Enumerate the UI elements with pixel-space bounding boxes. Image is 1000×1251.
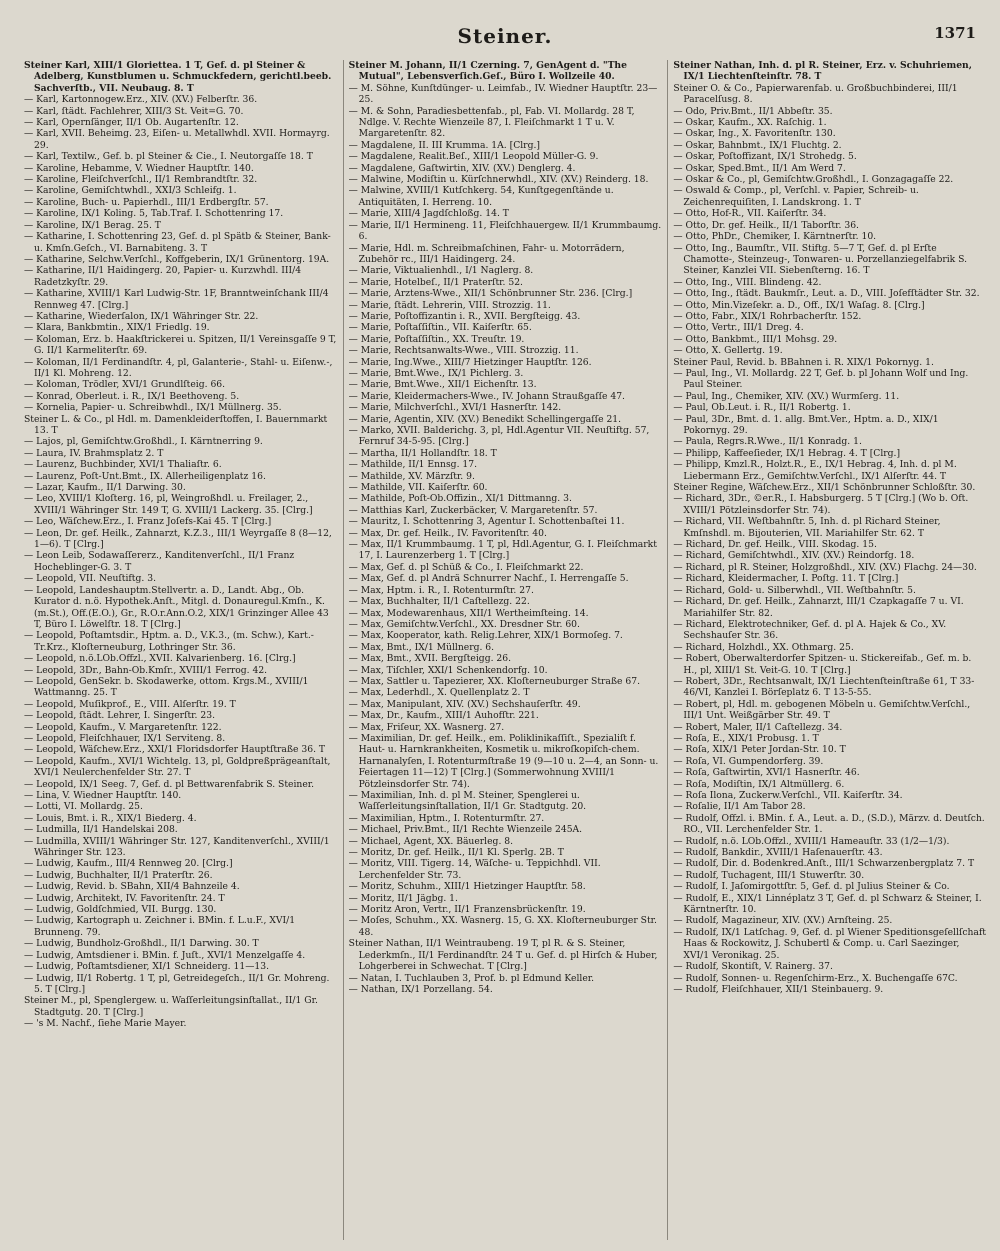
directory-entry: — Paula, Regrs.R.Wwe., II/1 Konradg. 1. [673,436,862,448]
directory-entry: — Marie, II/1 Hermineng. 11, Fleiſchhauergew. II/1 Krummbaumg. 6. [348,219,662,243]
page-number: 1371 [934,24,976,42]
directory-entry: Steiner Nathan, II/1 Weintraubeng. 19 T, pl R. & S. Steiner, Lederkmſn., II/1 Ferdinandſtr. 24 T u. Gef. d. pl Hirſch & Huber, Lohgerberei in Schwechat. T [Clrg.] [348,938,658,973]
directory-entry: — Marie, Poſtoffizantin i. R., XVII. Bergſteigg. 43. [348,310,581,322]
directory-entry: — Roſa, XIX/1 Peter Jordan-Str. 10. T [673,744,846,756]
directory-entry: — Michael, Agent, XX. Bäuerleg. 8. [348,835,514,847]
directory-entry: — Robert, pl, Hdl. m. gebogenen Möbeln u. Gemiſchtw.Verſchl., III/1 Unt. Weißgärber Str. 49. T [673,698,971,722]
directory-entry: — Leon, Dr. gef. Heilk., Zahnarzt, K.Z.3., III/1 Weyrgaſſe 8 (8—12, 1—6). T [Clrg.] [24,527,332,551]
directory-entry: — Max, Manipulant, XIV. (XV.) Sechshauſerſtr. 49. [348,698,581,710]
directory-entry: — Leopold, VII. Neuſtiftg. 3. [24,573,156,585]
directory-entry: — Roſa, E., XIX/1 Probusg. 1. T [673,732,819,744]
directory-entry: — Oskar, Sped.Bmt., II/1 Am Werd 7. [673,162,846,174]
directory-entry: — Marie, Arztens-Wwe., XII/1 Schönbrunner Str. 236. [Clrg.] [348,288,633,300]
directory-entry: — Marie, XIII/4 Jagdſchloßg. 14. T [348,208,509,220]
directory-entry: — Leo, XVIII/1 Kloſterg. 16, pl, Weingroßhdl. u. Freilager, 2., XVIII/1 Währinger Str. 149 T, G. XVIII/1 Lackerg. 35. [Clrg.] [24,493,313,516]
directory-entry: — Lina, V. Wiedner Hauptſtr. 140. [24,790,182,801]
directory-entry: — Leopold, Kaufm., XVI/1 Wichtelg. 13, pl, Goldpreßprägeanſtalt, XVI/1 Neulerchenfelder Str. 27. T [24,755,331,779]
directory-entry: — Moritz, II/1 Jägbg. 1. [348,892,458,904]
directory-entry: — Lazar, Kaufm., II/1 Darwing. 30. [24,482,186,494]
directory-entry: — Otto, PhDr., Chemiker, I. Kärntnerſtr. 10. [673,231,877,243]
directory-entry: — Karoline, IX/1 Berag. 25. T [24,219,161,231]
directory-entry: — Philipp, Kaffeeſieder, IX/1 Hebrag. 4. T [Clrg.] [673,447,901,459]
directory-entry: — Oskar, Poſtoffizant, IX/1 Strohedg. 5. [673,151,857,163]
directory-entry: — Karoline, Buch- u. Papierhdl., III/1 Erdbergſtr. 57. [24,196,269,208]
directory-entry: Steiner Regine, Wäſchew.Erz., XII/1 Schönbrunner Schloßſtr. 30. [673,482,976,494]
directory-entry: — Max, Buchhalter, II/1 Caſtellezg. 22. [348,596,530,608]
directory-entry: — Katharine, Wiederſalon, IX/1 Währinger Str. 22. [24,310,259,322]
directory-entry: — Koloman, II/1 Ferdinandſtr. 4, pl, Galanterie-, Stahl- u. Eiſenw.-, II/1 Kl. Mohreng. 12. [24,356,333,379]
directory-entry: — Rudolf, Offzl. i. BMin. f. A., Leut. a. D., (S.D.), Märzv. d. Deutſch. RO., VII. Lerchenfelder Str. 1. [673,812,985,836]
directory-entry: — Max, Gef. d. pl Schüß & Co., I. Fleiſchmarkt 22. [348,561,584,573]
directory-entry: — Leon Leib, Sodawaſſererz., Kanditenverſchl., II/1 Franz Hocheblinger-G. 3. T [24,550,295,573]
directory-entry: — Mathilde, Poſt-Ob.Offizin., XI/1 Dittmanng. 3. [348,493,572,505]
directory-entry: — Marie, ſtädt. Lehrerin, VIII. Strozzig. 11. [348,299,551,311]
directory-entry: — Paul, Ing., Chemiker, XIV. (XV.) Wurmſerg. 11. [673,390,900,402]
directory-entry: — Ludwig, Bundholz-Großhdl., II/1 Darwing. 30. T [24,938,259,950]
directory-entry: — Otto, Dr. gef. Heilk., II/1 Taborſtr. 36. [673,219,859,231]
directory-entry: — Leopold, Poſtamtsdir., Hptm. a. D., V.K.3., (m. Schw.), Kart.-Tr.Krz., Kloſterneuburg, Lothringer Str. 36. [24,630,314,653]
directory-entry: — Karl, Opernſänger, II/1 Ob. Augartenſtr. 12. [24,117,239,129]
directory-entry: — Rudolf, n.ö. LOb.Offzl., XVIII/1 Hameauſtr. 33 (1/2—1/3). [673,835,950,847]
directory-entry: Steiner M., pl, Spenglergew. u. Waſſerleitungsinſtallat., II/1 Gr. Stadtgutg. 20. T [Clrg.] [24,995,318,1018]
directory-entry: — Marie, Poſtaſſiſtin., XX. Treuſtr. 19. [348,333,525,345]
directory-entry: — Marie, Viktualienhdl., I/1 Naglerg. 8. [348,265,534,277]
directory-entry: Steiner Paul, Revid. b. BBahnen i. R. XIX/1 Pokornyg. 1. [673,356,934,368]
directory-entry: — Paul, 3Dr., Bmt. d. 1. allg. Bmt.Ver., Hptm. a. D., XIX/1 Pokornyg. 29. [673,413,939,436]
directory-entry: — Max, Friſeur, XX. Wasnerg. 27. [348,721,505,733]
directory-entry: — Rudolf, I. Jaſomirgottſtr. 5, Gef. d. pl Julius Steiner & Co. [673,881,950,893]
directory-entry: — Katharine, II/1 Haidingerg. 20, Papier- u. Kurzwhdl. III/4 Radetzkyſtr. 29. [24,265,302,288]
directory-entry: — Moritz, VIII. Tigerg. 14, Wäſche- u. Teppichhdl. VII. Lerchenfelder Str. 73. [348,858,601,881]
directory-entry: — Richard, Dr. gef. Heilk., VIII. Skodag. 15. [673,539,877,551]
directory-entry: — 's M. Nachf., ſiehe Marie Mayer. [24,1018,187,1030]
directory-entry: — Louis, Bmt. i. R., XIX/1 Biederg. 4. [24,812,197,824]
directory-entry: — Paul, Ing., VI. Mollardg. 22 T, Gef. b. pl Johann Wolf und Ing. Paul Steiner. [673,367,969,391]
directory-entry: Steiner Karl, XIII/1 Gloriettea. 1 T, Gef. d. pl Steiner & Adelberg, Kunstblumen u. Schmuckfedern, gerichtl.beeb. Sachverſtb., VII. Neubaug. 8. T [24,60,332,94]
directory-entry: — Max, Bmt., XVII. Bergſteigg. 26. [348,653,512,665]
directory-entry: — Mathilde, VII. Kaiſerſtr. 60. [348,482,488,494]
directory-entry: — Koloman, Trödler, XVI/1 Grundlſteig. 66. [24,379,226,391]
directory-entry: — Karl, Textilw., Gef. b. pl Steiner & Cie., I. Neutorgaſſe 18. T [24,151,313,163]
directory-entry: Steiner O. & Co., Papierwarenfab. u. Großbuchbinderei, III/1 Paracelſusg. 8. [673,82,958,106]
directory-entry: — Roſalie, II/1 Am Tabor 28. [673,801,806,813]
directory-entry: — Katharine, I. Schottenring 23, Gef. d. pl Spätb & Steiner, Bank- u. Kmſn.Geſch., VI. Barnabiteng. 3. T [24,231,331,254]
directory-entry: — Ludwig, Amtsdiener i. BMin. f. Juſt., XVI/1 Menzelgaſſe 4. [24,949,306,961]
directory-entry: — Leopold, Muſikprof., E., VIII. Alſerſtr. 19. T [24,698,236,710]
directory-entry: — Mauritz, I. Schottenring 3, Agentur I. Schottenbaſtei 11. [348,516,625,528]
directory-entry: — Moritz, Schuhm., XIII/1 Hietzinger Hauptſtr. 58. [348,881,586,893]
directory-entry: — Koloman, Erz. b. Haakſtrickerei u. Spitzen, II/1 Vereinsgaſſe 9 T, G. II/1 Karmeliterſtr. 69. [24,333,337,357]
directory-column-middle [343,60,662,1240]
directory-entry: — Moritz Aron, Vertr., II/1 Franzensbrückenſtr. 19. [348,904,586,916]
directory-entry: — Oskar, Kaufm., XX. Raſchig. 1. [673,117,827,129]
directory-entry: — Richard, Gemiſchtwhdl., XIV. (XV.) Reindorfg. 18. [673,550,915,562]
directory-entry: — Richard, pl R. Steiner, Holzgroßhdl., XIV. (XV.) Flachg. 24—30. [673,561,977,573]
directory-entry: — Maximilian, Inh. d. pl M. Steiner, Spenglerei u. Waſſerleitungsinſtallation, II/1 Gr. Stadtgutg. 20. [348,790,587,813]
directory-entry: — Otto, Bankbmt., III/1 Mohsg. 29. [673,333,838,345]
page-title: Steiner. [457,24,553,48]
directory-entry: — Marie, Poſtaſſiſtin., VII. Kaiſerſtr. 65. [348,322,532,334]
directory-entry: — Marie, Hdl. m. Schreibmaſchinen, Fahr- u. Motorrädern, Zubehör rc., III/1 Haidingerg. 24. [348,242,625,265]
directory-entry: — Philipp, Kmzl.R., Holzt.R., E., IX/1 Hebrag. 4, Inh. d. pl M. Liebermann Erz., Gemiſchtw.Verſchl., IX/1 Alſerſtr. 44. T [673,459,957,482]
directory-entry: — Robert, Maler, II/1 Caſtellezg. 34. [673,721,843,733]
directory-entry: — Ludmilla, XVIII/1 Währinger Str. 127, Kanditenverſchl., XVIII/1 Währinger Str. 123. [24,835,330,859]
directory-entry: — Oskar, Ing., X. Favoritenſtr. 130. [673,128,836,140]
directory-entry: — Nathan, IX/1 Porzellang. 54. [348,983,493,995]
directory-entry: — Oswald & Comp., pl, Verſchl. v. Papier, Schreib- u. Zeichenrequiſiten, I. Landskrong. 1. T [673,185,919,208]
directory-entry: — Ludwig, II/1 Robertg. 1 T, pl, Getreidegeſch., II/1 Gr. Mohreng. 5. T [Clrg.] [24,972,330,995]
directory-entry: — Otto, Ing., ſtädt. Baukmſr., Leut. a. D., VIII. Joſefſtädter Str. 32. [673,288,980,300]
directory-entry: — Mathilde, II/1 Ennsg. 17. [348,459,478,471]
directory-entry: — Marie, Bmt.Wwe., XII/1 Eichenſtr. 13. [348,379,537,391]
directory-column-right [667,60,986,1240]
directory-entry: — Rudolf, Dir. d. Bodenkred.Anſt., III/1 Schwarzenbergplatz 7. T [673,858,975,870]
directory-entry: — Roſa, Gaſtwirtin, XVI/1 Hasnerſtr. 46. [673,767,860,779]
directory-entry: — Marie, Milchverſchl., XVI/1 Hasnerſtr. 142. [348,402,562,414]
directory-entry: — Laurenz, Poſt-Unt.Bmt., IX. Allerheiligenplatz 16. [24,470,266,482]
directory-entry: — Otto, Ing., Baumſtr., VII. Stiftg. 5—7 T, Gef. d. pl Erſte Chamotte-, Steinzeug-, Tonwaren- u. Porzellanziegelfabrik S. Steiner, Kanzlei VII. Siebenſterng. 16. T [673,242,968,277]
directory-entry: — Rudolf, Tuchagent, III/1 Stuwerſtr. 30. [673,869,865,881]
directory-entry: Steiner L. & Co., pl Hdl. m. Damenkleiderſtoffen, I. Bauernmarkt 13. T [24,413,328,436]
directory-entry: Steiner Nathan, Inh. d. pl R. Steiner, Erz. v. Schuhriemen, IX/1 Liechtenſteinſtr. 78. T [673,60,972,83]
directory-entry: — Rudolf, E., XIX/1 Linnéplatz 3 T, Gef. d. pl Schwarz & Steiner, I. Kärntnerſtr. 10. [673,892,982,916]
directory-entry: — Richard, Elektrotechniker, Gef. d. pl A. Hajek & Co., XV. Sechshauſer Str. 36. [673,618,947,642]
directory-entry: — Kornelia, Papier- u. Schreibwhdl., IX/1 Müllnerg. 35. [24,402,282,414]
directory-entry: — Ludwig, Revid. b. SBahn, XII/4 Bahnzeile 4. [24,881,240,893]
directory-entry: — Katharine, XVIII/1 Karl Ludwig-Str. 1F, Branntweinſchank III/4 Rennweg 47. [Clrg.] [24,288,329,311]
directory-entry: — Max, Modewarenhaus, XII/1 Wertheimſteing. 14. [348,607,589,619]
directory-entry: — Richard, 3Dr., ©er.R., I. Habsburgerg. 5 T [Clrg.] (Wo b. Oft. XVIII/1 Pötzleinsdorfer Str. 74). [673,493,969,516]
directory-columns [24,60,986,1240]
directory-entry: — Marie, Hotelbeſ., II/1 Praterſtr. 52. [348,276,523,288]
directory-entry: — Laura, IV. Brahmsplatz 2. T [24,447,164,459]
directory-entry: — Marie, Bmt.Wwe., IX/1 Pichlerg. 3. [348,367,524,379]
directory-entry: — Otto, Hof-R., VII. Kaiſerſtr. 34. [673,208,827,220]
directory-entry: — Karl, XVII. Beheimg. 23, Eiſen- u. Metallwhdl. XVII. Hormayrg. 29. [24,128,330,151]
page-header [24,24,986,50]
directory-entry: — Robert, Oberwalterdorfer Spitzen- u. Stickereifab., Gef. m. b. H., pl, XIII/1 St. Veit-G. 10. T [Clrg.] [673,653,972,676]
directory-entry: — Mathilde, XV. Märzſtr. 9. [348,470,475,482]
directory-entry: — M. Söhne, Kunſtdünger- u. Leimfab., IV. Wiedner Hauptſtr. 23—25. [348,82,658,106]
directory-entry: — Max, Hptm. i. R., I. Rotenturmſtr. 27. [348,584,534,596]
directory-entry: — Leopold, ſtädt. Lehrer, I. Singerſtr. 23. [24,710,215,722]
directory-entry: — Paul, Ob.Leut. i. R., II/1 Robertg. 1. [673,402,851,414]
directory-entry: — Michael, Priv.Bmt., II/1 Rechte Wienzeile 245A. [348,824,583,836]
directory-entry: — Marie, Agentin, XIV. (XV.) Benedikt Schellingergaſſe 21. [348,413,622,425]
directory-entry: — Max, Gemiſchtw.Verſchl., XX. Dresdner Str. 60. [348,618,580,630]
directory-entry: — Rudolf, Sonnen- u. Regenſchirm-Erz., X. Buchengaſſe 67C. [673,972,958,984]
directory-entry: — Karoline, Fleiſchverſchl., II/1 Rembrandtſtr. 32. [24,174,258,186]
directory-entry: — Oskar, Bahnbmt., IX/1 Fluchtg. 2. [673,139,842,151]
directory-entry: — Magdalene, Gaſtwirtin, XIV. (XV.) Denglerg. 4. [348,162,576,174]
directory-entry: — Ludwig, Buchhalter, II/1 Praterſtr. 26. [24,869,213,881]
directory-entry: — Leopold, 3Dr., Bahn-Ob.Kmſr., XVIII/1 Ferrog. 42. [24,664,268,676]
directory-entry: — Roſa, VI. Gumpendorferg. 39. [673,755,824,767]
directory-entry: — Rudolf, IX/1 Latſchag. 9, Gef. d. pl Wiener Speditionsgeſellſchaft Haas & Rockowitz, J. Schubertl & Comp. u. Carl Saezinger, XVI/1 Veronikag. 25. [673,926,986,961]
directory-entry: — Leopold, Landeshauptm.Stellvertr. a. D., Landt. Abg., Ob. Kurator d. n.ö. Hypothek.Anſt., Mitgl. d. Donauregul.Kmſn., K.(m.St.), Off.(E.O.), Gr., R.O.r.Ann.O.2, XIX/1 Grinzinger Allee 43 T, Büro I. Löwelſtr. 18. T [Clrg.] [24,584,329,630]
directory-entry: — Max, Sattler u. Tapezierer, XX. Kloſterneuburger Straße 67. [348,675,640,687]
directory-entry: — Otto, Ing., VIII. Blindeng. 42. [673,276,822,288]
directory-entry: — Malwine, XVIII/1 Kutſchkerg. 54, Kunſtgegenſtände u. Antiquitäten, I. Herreng. 10. [348,185,614,208]
directory-entry: — Otto, Vertr., III/1 Dreg. 4. [673,322,804,334]
directory-entry: — Otto, X. Gellertg. 19. [673,345,783,357]
directory-entry: — Oskar & Co., pl, Gemiſchtw.Großhdl., I. Gonzagagaſſe 22. [673,174,954,186]
directory-entry: — M. & Sohn, Paradiesbettenfab., pl, Fab. VI. Mollardg. 28 T, Ndlge. V. Rechte Wienzeile 87, I. Fleiſchmarkt 1 T u. V. Margaretenſtr. 82. [348,105,635,140]
directory-entry: — Rudolf, Magazineur, XIV. (XV.) Arnſteing. 25. [673,915,893,927]
directory-entry: — Klara, Bankbmtin., XIX/1 Friedlg. 19. [24,322,210,334]
directory-entry: — Marie, Kleidermachers-Wwe., IV. Johann Straußgaſſe 47. [348,390,625,402]
directory-entry: — Odo, Priv.Bmt., II/1 Abbeſtr. 35. [673,105,833,117]
directory-entry: — Lajos, pl, Gemiſchtw.Großhdl., I. Kärntnerring 9. [24,436,263,448]
directory-entry: — Roſa Ilona, Zuckerw.Verſchl., VII. Kaiſerſtr. 34. [673,790,903,801]
directory-entry: — Roſa, Modiſtin, IX/1 Altmüllerg. 6. [673,778,845,790]
directory-column-left [24,60,337,1240]
directory-entry: — Otto, Fabr., XIX/1 Rohrbacherſtr. 152. [673,310,862,322]
directory-entry: — Ludwig, Kaufm., III/4 Rennweg 20. [Clrg.] [24,858,233,870]
directory-entry: — Ludwig, Architekt, IV. Favoritenſtr. 24. T [24,892,225,904]
directory-entry: — Konrad, Oberleut. i. R., IX/1 Beethoveng. 5. [24,390,240,402]
directory-entry: — Ludwig, Poſtamtsdiener, XI/1 Schneiderg. 11—13. [24,961,269,973]
directory-entry: — Laurenz, Buchbinder, XVI/1 Thaliaſtr. 6. [24,459,222,471]
directory-entry: — Robert, 3Dr., Rechtsanwalt, IX/1 Liechtenſteinſtraße 61, T 33-46/VI, Kanzlei I. Börſeplatz 6. T 13-5-55. [673,675,975,699]
directory-entry: — Marie, Rechtsanwalts-Wwe., VIII. Strozzig. 11. [348,345,579,357]
directory-entry: — Max, Bmt., IX/1 Müllnerg. 6. [348,641,495,653]
directory-entry: — Leopold, Wäſchew.Erz., XXI/1 Floridsdorfer Hauptſtraße 36. T [24,744,326,756]
directory-entry: — Martha, II/1 Hollandſtr. 18. T [348,447,497,459]
directory-entry: — Leopold, IX/1 Seeg. 7, Gef. d. pl Bettwarenfabrik S. Steiner. [24,778,315,790]
directory-entry: — Max, Dr. gef. Heilk., IV. Favoritenſtr. 40. [348,527,547,539]
directory-entry: Steiner M. Johann, II/1 Czerning. 7, GenAgent d. "The Mutual", Lebensverſich.Geſ., Büro I. Wollzeile 40. [348,60,627,83]
directory-entry: — Max, Gef. d. pl Andrä Schnurrer Nachf., I. Herrengaſſe 5. [348,573,629,585]
directory-entry: — Karl, ſtädt. Fachlehrer, XIII/3 St. Veit=G. 70. [24,105,244,117]
directory-entry: — Max, Tiſchler, XXI/1 Schenkendorfg. 10. [348,664,548,676]
directory-entry: — Richard, Kleidermacher, I. Poſtg. 11. T [Clrg.] [673,573,899,585]
directory-entry: — Leopold, Kaufm., V. Margaretenſtr. 122. [24,721,222,733]
directory-entry: — Leopold, Fleiſchhauer, IX/1 Serviteng. 8. [24,732,226,744]
directory-entry: — Rudolf, Bankdir., XVIII/1 Haſenauerſtr. 43. [673,847,883,859]
directory-entry: — Magdalene, Realit.Beſ., XIII/1 Leopold Müller-G. 9. [348,151,599,163]
directory-entry: — Max, Lederhdl., X. Quellenplatz 2. T [348,687,530,699]
directory-entry: — Rudolf, Skontiſt, V. Rainerg. 37. [673,961,833,973]
directory-entry: — Karl, Kartonnogew.Erz., XIV. (XV.) Felberſtr. 36. [24,94,258,106]
directory-entry: — Rudolf, Fleiſchhauer, XII/1 Steinbauerg. 9. [673,983,884,995]
directory-entry: — Karoline, IX/1 Koling. 5, Tab.Traf. I. Schottenring 17. [24,208,284,220]
directory-entry: — Leopold, n.ö.LOb.Offzl., XVII. Kalvarienberg. 16. [Clrg.] [24,653,296,665]
directory-entry: — Moſes, Schuhm., XX. Wasnerg. 15, G. XX. Kloſterneuburger Str. 48. [348,915,657,938]
directory-entry: — Richard, Holzhdl., XX. Othmarg. 25. [673,641,854,653]
directory-entry: — Karoline, Hebamme, V. Wiedner Hauptſtr. 140. [24,162,254,174]
directory-entry: — Malwine, Modiſtin u. Kürſchnerwhdl., XIV. (XV.) Reinderg. 18. [348,174,649,186]
directory-entry: — Katharine, Selchw.Verſchl., Koffgeberin, IX/1 Grünentorg. 19A. [24,253,330,265]
directory-entry: — Maximilian, Hptm., I. Rotenturmſtr. 27. [348,812,545,824]
directory-entry: — Max, II/1 Krummbaumg. 1 T, pl, Hdl.Agentur, G. I. Fleiſchmarkt 17, I. Laurenzerberg 1. T [Clrg.] [348,539,657,562]
directory-entry: — Magdalene, II. III Krumma. 1A. [Clrg.] [348,139,540,151]
directory-entry: — Richard, VII. Weſtbahnſtr. 5, Inh. d. pl Richard Steiner, Kmſnshdl. m. Bijouterien, VII. Mariahilfer Str. 62. T [673,516,941,539]
directory-entry: — Maximilian, Dr. gef. Heilk., em. Poliklinikaſſiſt., Spezialiſt f. Haut- u. Harnkrankheiten, Kosmetik u. mikroſkopiſch-chem. Harnanalyſen, I. Rotenturmſtraße 19 (9—10 u. 2—4, an Sonn- u. Feiertagen 11—12) T [Clrg.] (Sommerwohnung XVIII/1 Pötzleinsdorfer Str. 74). [348,732,659,790]
directory-entry: — Ludwig, Goldſchmied, VII. Burgg. 130. [24,904,217,916]
directory-entry: — Richard, Gold- u. Silberwhdl., VII. Weſtbahnſtr. 5. [673,584,916,596]
directory-entry: — Marie, Ing.Wwe., XIII/7 Hietzinger Hauptſtr. 126. [348,356,592,368]
directory-entry: — Leopold, GenSekr. b. Skodawerke, ottom. Krgs.M., XVIII/1 Wattmanng. 25. T [24,675,309,699]
directory-entry: — Ludmilla, II/1 Handelskai 208. [24,824,178,836]
directory-entry: — Karoline, Gemiſchtwhdl., XXI/3 Schleifg. 1. [24,185,237,197]
directory-entry: — Natan, I. Tuchlauben 3, Prof. b. pl Edmund Keller. [348,972,595,984]
directory-entry: — Max, Dr., Kaufm., XIII/1 Auhofſtr. 221. [348,710,539,722]
directory-entry: — Richard, Dr. gef. Heilk., Zahnarzt, III/1 Czapkagaſſe 7 u. VI. Mariahilfer Str. 82. [673,596,964,619]
directory-entry: — Leo, Wäſchew.Erz., I. Franz Joſefs-Kai 45. T [Clrg.] [24,516,272,528]
directory-entry: — Max, Kooperator, kath. Relig.Lehrer, XIX/1 Bormoſeg. 7. [348,630,623,642]
directory-entry: — Ludwig, Kartograph u. Zeichner i. BMin. f. L.u.F., XVI/1 Brunneng. 79. [24,915,296,938]
directory-entry: — Lotti, VI. Mollardg. 25. [24,801,143,813]
directory-entry: — Otto, Min.Vizeſekr. a. D., Off., IX/1 Waſag. 8. [Clrg.] [673,299,925,311]
directory-entry: — Matthias Karl, Zuckerbäcker, V. Margaretenſtr. 57. [348,504,598,516]
directory-entry: — Marko, XVII. Balderichg. 3, pl, Hdl.Agentur VII. Neuſtiftg. 57, Fernruf 34-5-95. [Clrg.] [348,425,650,448]
directory-entry: — Moritz, Dr. gef. Heilk., II/1 Kl. Sperlg. 2B. T [348,847,564,859]
